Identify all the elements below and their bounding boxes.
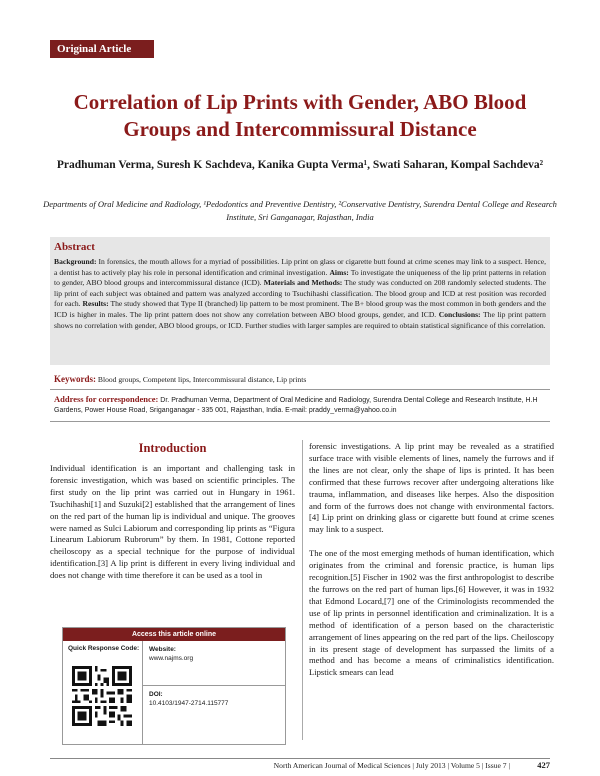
access-heading: Access this article online — [63, 628, 285, 641]
introduction-heading: Introduction — [138, 441, 207, 455]
access-online-box — [62, 627, 286, 745]
aims-label: Aims: — [329, 267, 349, 277]
intro-paragraph-1: Individual identification is an important and challenging task in forensic investigation, which was based on scientific principles. The first study on the lip print was carried out in Hungary in 1961. Tsuchihashi[1] and Suzuki[2] established that the arrangement of lines on the red part of the human lip is individual and unique. The grooves were named as Sulci Labiorum and corresponding lip prints as “Figura Linearum Labiorum Rubrorum” by them. In 1981, Cottone reported cheiloscopy as a special technique for the purpose of individual identification.[3] A lip print is different in every living individual and does not change with time therefore it can be used as a tool in — [50, 463, 295, 581]
affiliations: Departments of Oral Medicine and Radiology, ¹Pedodontics and Preventive Dentistry, ²Conservative Dentistry, Surendra Dental College and Research Institute, Sri Ganganagar, Rajasthan, India — [43, 199, 557, 222]
conclusions-label: Conclusions: — [438, 309, 481, 319]
background-text: In forensics, the mouth allows for a myriad of possibilities. Lip print on glass or cigarette butt found at crime scenes may link to a suspect. Hence, a dentist has to actively play his role in personal identification and criminal investigation. — [54, 257, 546, 277]
qr-panel — [63, 641, 143, 744]
background-label: Background: — [54, 257, 97, 266]
intro-paragraph-3: The one of the most emerging methods of human identification, which originates from the criminal and forensic practice, is human lips recognition.[5] Fischer in 1902 was the first anthropologist to describe the furrows on the red part of human lips.[6] However, it was in 1932 that Edmond Locard,[7] one of the Criminologists recommended the use of lip prints in personnel identification and criminalization. It is a method of identification of a person based on the characteristic arrangement of lines appearing on the red part of the lips. Cheiloscopy in its present stage of development has surpassed the limits of a method and has become a means of criminalistics identification. Lipstick smears can lead — [309, 548, 554, 678]
access-divider — [143, 685, 285, 686]
footer-divider — [50, 758, 550, 759]
website-label: Website: — [149, 646, 176, 653]
website-link[interactable]: www.najms.org — [149, 655, 194, 662]
doi-block — [149, 690, 228, 708]
keywords — [54, 374, 546, 385]
correspondence — [54, 394, 546, 416]
article-type-badge: Original Article — [50, 40, 154, 58]
correspondence-divider — [50, 421, 550, 422]
website-block — [149, 645, 193, 663]
keywords-divider — [50, 389, 550, 390]
keywords-label: Keywords: — [54, 374, 96, 384]
journal-footer: North American Journal of Medical Sciences | July 2013 | Volume 5 | Issue 7 | — [273, 761, 510, 770]
correspondence-text: Dr. Pradhuman Verma, Department of Oral Medicine and Radiology, Surendra Dental College and Research Institute, H.H Gardens, Power House Road, Sriganganagar - 335 001, Rajasthan, India. E-mail: praddy_verma@yahoo.co.in — [54, 397, 538, 414]
doi-value[interactable]: 10.4103/1947-2714.115777 — [149, 700, 229, 707]
results-label: Results: — [82, 299, 109, 309]
article-title: Correlation of Lip Prints with Gender, ABO Blood Groups and Intercommissural Distance — [73, 90, 527, 141]
qr-code-icon[interactable] — [72, 666, 132, 726]
left-column — [50, 463, 295, 582]
correspondence-label: Address for correspondence: — [54, 394, 159, 404]
methods-label: Materials and Methods: — [263, 278, 343, 288]
aims-text: To investigate the uniqueness of the lip print patterns in relation to gender, ABO blood groups and intercommissural distance (ICD). — [54, 267, 547, 288]
column-divider — [302, 440, 303, 740]
conclusions-text: The lip print pattern shows no correlation with gender, ABO blood groups, or ICD. Further studies with larger samples are required to obtain statistical significance of this correlation. — [54, 309, 546, 330]
page-number: 427 — [537, 760, 550, 770]
abstract-heading: Abstract — [54, 241, 95, 253]
methods-text: The study was conducted on 208 randomly selected students. The lip print of each subject was obtained and pattern was analyzed according to Tsuchihashi classification. The blood group and ICD at rest position was recorded for each. — [54, 278, 547, 309]
results-text: The study showed that Type II (branched) lip pattern to be most prominent. The B+ blood group was the most common in both genders and the ICD is higher in males. The lip print pattern does not show any correlation between ABO blood groups, gender, and ICD. — [54, 299, 546, 319]
keywords-text: Blood groups, Competent lips, Intercommissural distance, Lip prints — [96, 375, 307, 384]
qr-label: Quick Response Code: — [68, 645, 140, 652]
abstract-text — [54, 257, 546, 331]
author-list: Pradhuman Verma, Suresh K Sachdeva, Kanika Gupta Verma¹, Swati Saharan, Kompal Sachdeva² — [56, 159, 544, 171]
right-column — [309, 441, 554, 679]
doi-label: DOI: — [149, 691, 163, 698]
intro-paragraph-2: forensic investigations. A lip print may be revealed as a stratified surface trace with visible elements of lines, namely the furrows and if the lines are not clear, only the shape of lips is printed. It has been confirmed that these furrows recover after undergoing alterations like trauma, inflammation, and diseases like herpes. Also the disposition and form of the furrows does not change with environmental factors.[4] Lip print on drinking glass or cigarette butt found at crime scenes may link to a suspect. — [309, 441, 554, 535]
